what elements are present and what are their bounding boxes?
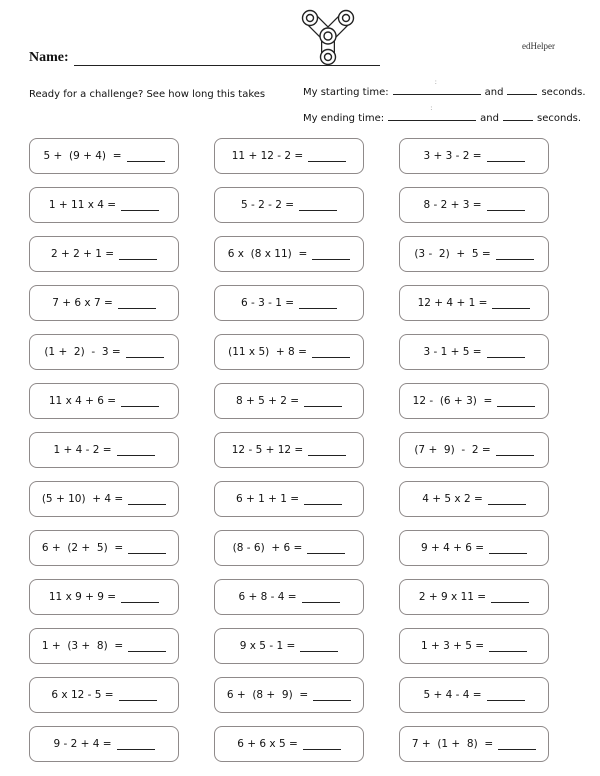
challenge-text: Ready for a challenge? See how long this takes <box>29 89 266 100</box>
problem-box <box>399 383 549 419</box>
answer-blank[interactable] <box>487 199 525 211</box>
starting-time-blank[interactable] <box>393 84 481 95</box>
ending-time-blank[interactable] <box>388 110 476 121</box>
answer-blank[interactable] <box>119 248 157 260</box>
problem-expression: (7 + 9) - 2 = <box>414 444 491 456</box>
answer-blank[interactable] <box>302 591 340 603</box>
problem-box <box>29 138 179 174</box>
answer-blank[interactable] <box>308 444 346 456</box>
problem-box <box>29 530 179 566</box>
problem-expression: 6 - 3 - 1 = <box>240 297 295 309</box>
answer-blank[interactable] <box>299 199 337 211</box>
answer-blank[interactable] <box>299 297 337 309</box>
problem-expression: 12 - 5 + 12 = <box>231 444 304 456</box>
answer-blank[interactable] <box>498 738 536 750</box>
problem-box <box>399 187 549 223</box>
answer-blank[interactable] <box>496 444 534 456</box>
answer-blank[interactable] <box>127 150 165 162</box>
answer-blank[interactable] <box>128 640 166 652</box>
problem-expression: 6 x (8 x 11) = <box>227 248 308 260</box>
problem-box <box>399 726 549 762</box>
problem-box <box>29 432 179 468</box>
problem-box <box>214 481 364 517</box>
problem-expression: 11 x 4 + 6 = <box>48 395 117 407</box>
problem-expression: 8 - 2 + 3 = <box>423 199 482 211</box>
problem-expression: 11 x 9 + 9 = <box>48 591 117 603</box>
answer-blank[interactable] <box>118 297 156 309</box>
answer-blank[interactable] <box>308 150 346 162</box>
problem-box <box>29 236 179 272</box>
and-label: and <box>480 113 499 124</box>
problem-expression: (3 - 2) + 5 = <box>414 248 491 260</box>
answer-blank[interactable] <box>117 738 155 750</box>
problem-box <box>214 236 364 272</box>
problem-expression: 2 + 2 + 1 = <box>50 248 115 260</box>
problem-box <box>214 432 364 468</box>
problem-expression: 6 + 1 + 1 = <box>235 493 300 505</box>
problem-box <box>399 432 549 468</box>
problem-box <box>29 334 179 370</box>
problem-expression: 1 + 3 + 5 = <box>420 640 485 652</box>
answer-blank[interactable] <box>304 493 342 505</box>
problem-box <box>214 285 364 321</box>
problem-expression: 7 + (1 + 8) = <box>411 738 494 750</box>
problem-box <box>214 628 364 664</box>
problem-box <box>399 481 549 517</box>
answer-blank[interactable] <box>128 542 166 554</box>
ending-seconds-blank[interactable] <box>503 110 533 121</box>
problem-expression: 12 - (6 + 3) = <box>412 395 493 407</box>
problem-box <box>29 481 179 517</box>
problem-expression: 5 + (9 + 4) = <box>43 150 122 162</box>
problem-expression: 6 + (8 + 9) = <box>226 689 309 701</box>
answer-blank[interactable] <box>304 395 342 407</box>
problem-expression: 3 + 3 - 2 = <box>423 150 482 162</box>
problem-box <box>29 579 179 615</box>
ending-time-row <box>303 110 581 124</box>
answer-blank[interactable] <box>121 395 159 407</box>
starting-time-row <box>303 84 586 98</box>
answer-blank[interactable] <box>487 689 525 701</box>
problem-expression: 7 + 6 x 7 = <box>52 297 113 309</box>
problem-expression: 5 - 2 - 2 = <box>240 199 295 211</box>
answer-blank[interactable] <box>489 542 527 554</box>
answer-blank[interactable] <box>300 640 338 652</box>
seconds-label: seconds. <box>541 87 586 98</box>
problem-expression: 1 + (3 + 8) = <box>41 640 124 652</box>
answer-blank[interactable] <box>312 248 350 260</box>
problem-box <box>214 187 364 223</box>
brand-text: edHelper <box>522 41 555 51</box>
problem-box <box>214 138 364 174</box>
problem-expression: 11 + 12 - 2 = <box>231 150 304 162</box>
problem-expression: 6 + 8 - 4 = <box>238 591 297 603</box>
problem-box <box>399 530 549 566</box>
problem-box <box>214 334 364 370</box>
problem-expression: 6 x 12 - 5 = <box>51 689 114 701</box>
answer-blank[interactable] <box>303 738 341 750</box>
answer-blank[interactable] <box>488 493 526 505</box>
problem-box <box>29 383 179 419</box>
problem-box <box>399 236 549 272</box>
problem-expression: (5 + 10) + 4 = <box>41 493 124 505</box>
problem-expression: (1 + 2) - 3 = <box>44 346 121 358</box>
problem-box <box>399 628 549 664</box>
answer-blank[interactable] <box>312 346 350 358</box>
problem-box <box>399 138 549 174</box>
name-label: Name: <box>29 50 69 65</box>
answer-blank[interactable] <box>128 493 166 505</box>
problem-expression: 3 - 1 + 5 = <box>423 346 482 358</box>
starting-time-label: My starting time: <box>303 87 389 98</box>
problem-expression: 9 - 2 + 4 = <box>53 738 112 750</box>
problem-expression: 9 x 5 - 1 = <box>239 640 296 652</box>
problem-expression: 4 + 5 x 2 = <box>422 493 483 505</box>
answer-blank[interactable] <box>126 346 164 358</box>
problem-box <box>399 579 549 615</box>
problem-box <box>29 187 179 223</box>
answer-blank[interactable] <box>487 150 525 162</box>
problem-expression: 6 + 6 x 5 = <box>237 738 298 750</box>
problem-box <box>214 579 364 615</box>
problem-box <box>399 285 549 321</box>
and-label: and <box>484 87 504 98</box>
answer-blank[interactable] <box>119 689 157 701</box>
problem-box <box>29 726 179 762</box>
problem-expression: 2 + 9 x 11 = <box>418 591 487 603</box>
seconds-label: seconds. <box>537 113 582 124</box>
answer-blank[interactable] <box>491 591 529 603</box>
answer-blank[interactable] <box>489 640 527 652</box>
answer-blank[interactable] <box>496 248 534 260</box>
problem-expression: 6 + (2 + 5) = <box>41 542 124 554</box>
ending-time-label: My ending time: <box>303 113 385 124</box>
problem-expression: 12 + 4 + 1 = <box>417 297 488 309</box>
answer-blank[interactable] <box>313 689 351 701</box>
problem-box <box>29 677 179 713</box>
problem-expression: 1 + 11 x 4 = <box>48 199 117 211</box>
answer-blank[interactable] <box>117 444 155 456</box>
answer-blank[interactable] <box>497 395 535 407</box>
answer-blank[interactable] <box>487 346 525 358</box>
problem-expression: 9 + 4 + 6 = <box>420 542 485 554</box>
answer-blank[interactable] <box>492 297 530 309</box>
problem-expression: 1 + 4 - 2 = <box>53 444 112 456</box>
answer-blank[interactable] <box>121 199 159 211</box>
answer-blank[interactable] <box>307 542 345 554</box>
problem-box <box>214 383 364 419</box>
problem-expression: (8 - 6) + 6 = <box>232 542 303 554</box>
problem-box <box>214 530 364 566</box>
problem-expression: 5 + 4 - 4 = <box>423 689 482 701</box>
problem-box <box>214 677 364 713</box>
problem-box <box>399 677 549 713</box>
problem-box <box>29 285 179 321</box>
starting-seconds-blank[interactable] <box>507 84 537 95</box>
problem-box <box>29 628 179 664</box>
answer-blank[interactable] <box>121 591 159 603</box>
problem-box <box>399 334 549 370</box>
problem-expression: 8 + 5 + 2 = <box>235 395 300 407</box>
problem-expression: (11 x 5) + 8 = <box>228 346 307 358</box>
problem-box <box>214 726 364 762</box>
fidget-spinner-icon <box>296 8 360 66</box>
